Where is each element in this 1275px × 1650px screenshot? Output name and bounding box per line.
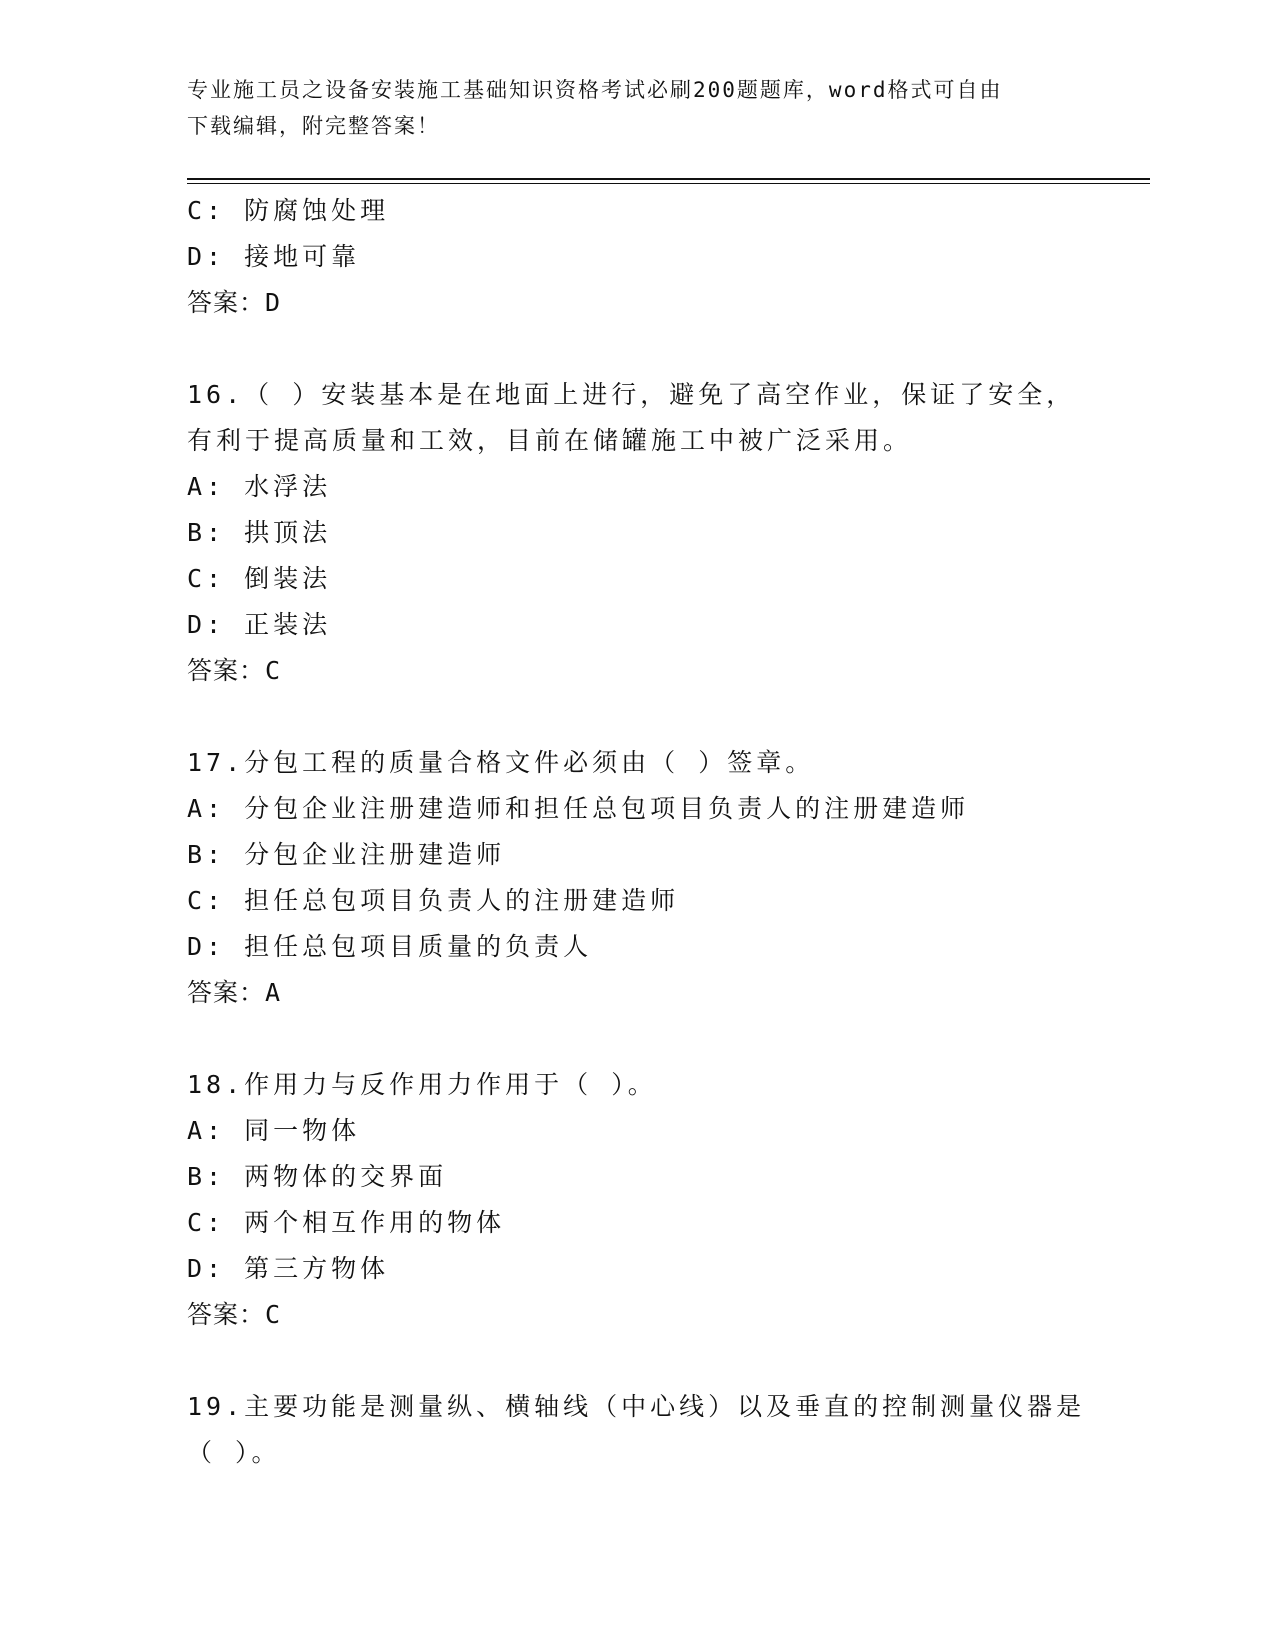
q16-option-a: A: 水浮法	[187, 472, 332, 501]
q17-option-a: A: 分包企业注册建造师和担任总包项目负责人的注册建造师	[187, 794, 970, 823]
q16-option-d: D: 正装法	[187, 610, 332, 639]
question-17-stem: 17.分包工程的质量合格文件必须由（ ）签章。	[187, 748, 815, 777]
question-18-stem: 18.作用力与反作用力作用于（ ）。	[187, 1070, 657, 1099]
question-16-stem-cont: 有利于提高质量和工效，目前在储罐施工中被广泛采用。	[187, 426, 913, 455]
q16-option-c: C: 倒装法	[187, 564, 332, 593]
question-19-stem: 19.主要功能是测量纵、横轴线（中心线）以及垂直的控制测量仪器是	[187, 1392, 1086, 1421]
question-16-stem: 16.（ ）安装基本是在地面上进行，避免了高空作业，保证了安全，	[187, 380, 1076, 409]
answer-line: 答案：D	[187, 288, 282, 317]
q17-option-c: C: 担任总包项目负责人的注册建造师	[187, 886, 680, 915]
q16-option-b: B: 拱顶法	[187, 518, 332, 547]
q18-option-b: B: 两物体的交界面	[187, 1162, 448, 1191]
header-divider-thin	[187, 183, 1150, 184]
question-content	[187, 188, 1107, 1476]
q18-option-d: D: 第三方物体	[187, 1254, 390, 1283]
q18-answer: 答案：C	[187, 1300, 282, 1329]
q18-option-c: C: 两个相互作用的物体	[187, 1208, 506, 1237]
header-line-2: 下载编辑，附完整答案！	[187, 114, 440, 138]
document-header	[187, 72, 1087, 144]
option-d: D: 接地可靠	[187, 242, 361, 271]
q18-option-a: A: 同一物体	[187, 1116, 361, 1145]
header-divider-thick	[187, 178, 1150, 180]
question-19-stem-cont: （ ）。	[187, 1438, 281, 1467]
q16-answer: 答案：C	[187, 656, 282, 685]
q17-option-b: B: 分包企业注册建造师	[187, 840, 506, 869]
q17-option-d: D: 担任总包项目质量的负责人	[187, 932, 593, 961]
option-c: C: 防腐蚀处理	[187, 196, 390, 225]
q17-answer: 答案：A	[187, 978, 282, 1007]
header-line-1: 专业施工员之设备安装施工基础知识资格考试必刷200题题库，word格式可自由	[187, 78, 1003, 102]
